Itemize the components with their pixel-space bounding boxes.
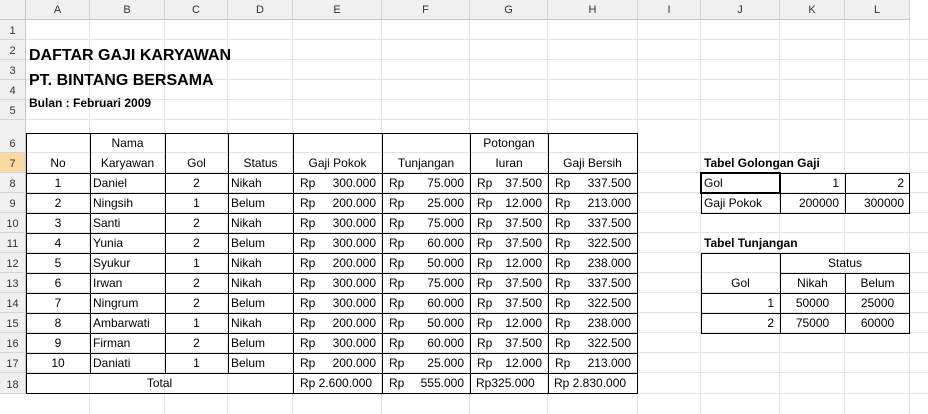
employee-bersih[interactable]: 322.500 [587,296,631,310]
currency-symbol: Rp [300,356,316,370]
column-header-D[interactable]: D [228,0,293,20]
currency-symbol: Rp [300,236,316,250]
employee-name[interactable]: Daniati [93,356,131,370]
currency-symbol: Rp [555,316,571,330]
column-header-C[interactable]: C [165,0,228,20]
row-header-17[interactable]: 17 [0,353,26,373]
employee-status[interactable]: Belum [231,356,266,370]
tunjangan-belum[interactable]: 60000 [860,316,895,330]
gridline [26,119,928,120]
row-header-12[interactable]: 12 [0,253,26,273]
row-header-16[interactable]: 16 [0,333,26,353]
employee-tunj[interactable]: 60.000 [427,296,464,310]
currency-symbol: Rp [389,216,405,230]
employee-gol[interactable]: 2 [193,216,200,230]
employee-no[interactable]: 2 [54,196,62,210]
employee-gaji[interactable]: 300.000 [332,176,376,190]
employee-name[interactable]: Santi [93,216,121,230]
employee-name[interactable]: Irwan [93,276,123,290]
employee-name[interactable]: Ningsih [93,196,134,210]
golongan-table-title: Tabel Golongan Gaji [704,156,820,170]
employee-iuran[interactable]: 12.000 [505,256,542,270]
report-period: Bulan : Februari 2009 [29,96,152,110]
employee-status[interactable]: Belum [231,196,266,210]
gridline [26,99,928,100]
employee-no[interactable]: 9 [54,336,62,350]
header-no: No [50,156,66,170]
row-header-9[interactable]: 9 [0,193,26,213]
row-header-13[interactable]: 13 [0,273,26,293]
employee-iuran[interactable]: 12.000 [505,356,542,370]
employee-gaji[interactable]: 200.000 [332,356,376,370]
employee-iuran[interactable]: 37.500 [505,276,542,290]
tunjangan-gol[interactable]: 1 [767,296,774,310]
golongan-label-gaji: Gaji Pokok [704,196,763,210]
currency-symbol: Rp [477,176,493,190]
currency-symbol: Rp [477,196,493,210]
currency-symbol: Rp [389,276,405,290]
tunjangan-belum-header: Belum [860,276,895,290]
employee-status[interactable]: Nikah [231,176,262,190]
company-name: PT. BINTANG BERSAMA [29,72,214,89]
employee-gaji[interactable]: 300.000 [332,336,376,350]
employee-tunj[interactable]: 50.000 [427,316,464,330]
gridline [26,39,928,40]
employee-status[interactable]: Belum [231,296,266,310]
header-nama-line1: Nama [111,136,144,150]
row-header-7[interactable]: 7 [0,153,26,173]
currency-symbol: Rp [389,196,405,210]
header-status: Status [243,156,278,170]
currency-symbol: Rp [389,176,405,190]
golongan-gaji-1[interactable]: 200000 [798,196,839,210]
employee-status[interactable]: Nikah [231,216,262,230]
column-header-I[interactable]: I [638,0,701,20]
employee-status[interactable]: Belum [231,236,266,250]
column-header-K[interactable]: K [780,0,845,20]
employee-iuran[interactable]: 37.500 [505,336,542,350]
currency-symbol: Rp [300,276,316,290]
column-header-L[interactable]: L [845,0,910,20]
column-header-B[interactable]: B [90,0,165,20]
employee-status[interactable]: Nikah [231,276,262,290]
currency-symbol: Rp [477,256,493,270]
currency-symbol: Rp [477,276,493,290]
total-label: Total [146,376,173,390]
employee-status[interactable]: Belum [231,336,266,350]
employee-no[interactable]: 4 [54,236,62,250]
row-header-8[interactable]: 8 [0,173,26,193]
tunjangan-nikah[interactable]: 50000 [795,296,830,310]
currency-symbol: Rp [300,296,316,310]
employee-no[interactable]: 7 [54,296,62,310]
employee-status[interactable]: Nikah [231,256,262,270]
employee-bersih[interactable]: 238.000 [587,256,631,270]
currency-symbol: Rp [389,336,405,350]
table-border [701,333,910,334]
row-header-5[interactable]: 5 [0,100,26,120]
employee-no[interactable]: 6 [54,276,62,290]
currency-symbol: Rp [555,216,571,230]
currency-symbol: Rp [555,196,571,210]
currency-symbol: Rp [477,296,493,310]
currency-symbol: Rp [477,236,493,250]
employee-name[interactable]: Yunia [93,236,124,250]
column-header-J[interactable]: J [701,0,780,20]
row-header-10[interactable]: 10 [0,213,26,233]
currency-symbol: Rp [300,216,316,230]
row-header-1[interactable]: 1 [0,20,26,40]
total-gaji-pokok[interactable]: Rp 2.600.000 [300,376,373,390]
tunjangan-belum[interactable]: 25000 [860,296,895,310]
employee-gol[interactable]: 2 [193,276,200,290]
employee-tunj[interactable]: 60.000 [427,236,464,250]
row-header-3[interactable]: 3 [0,60,26,80]
currency-symbol: Rp [389,376,405,390]
employee-bersih[interactable]: 337.500 [587,176,631,190]
total-iuran[interactable]: Rp325.000 [476,376,535,390]
employee-tunj[interactable]: 25.000 [427,356,464,370]
employee-bersih[interactable]: 337.500 [587,276,631,290]
employee-name[interactable]: Syukur [93,256,131,270]
column-header-E[interactable]: E [293,0,382,20]
tunjangan-nikah[interactable]: 75000 [795,316,830,330]
header-gol: Gol [187,156,206,170]
employee-no[interactable]: 1 [54,176,62,190]
currency-symbol: Rp [477,356,493,370]
row-header-14[interactable]: 14 [0,293,26,313]
employee-tunj[interactable]: 50.000 [427,256,464,270]
employee-iuran[interactable]: 37.500 [505,216,542,230]
currency-symbol: Rp [555,296,571,310]
currency-symbol: Rp [389,356,405,370]
tunjangan-table-title: Tabel Tunjangan [704,236,798,250]
employee-gol[interactable]: 1 [193,196,200,210]
employee-gol[interactable]: 1 [193,316,200,330]
currency-symbol: Rp [300,176,316,190]
row-header-2[interactable]: 2 [0,40,26,60]
currency-symbol: Rp [300,336,316,350]
employee-bersih[interactable]: 213.000 [587,196,631,210]
tunjangan-gol[interactable]: 2 [767,316,774,330]
golongan-gol-2[interactable]: 2 [897,176,904,190]
currency-symbol: Rp [555,176,571,190]
employee-gaji[interactable]: 200.000 [332,196,376,210]
header-gaji-bersih: Gaji Bersih [563,156,622,170]
row-header-11[interactable]: 11 [0,233,26,253]
employee-name[interactable]: Firman [93,336,131,350]
employee-gaji[interactable]: 200.000 [332,256,376,270]
table-border [26,393,638,394]
employee-gaji[interactable]: 300.000 [332,276,376,290]
table-border [701,213,910,214]
employee-gaji[interactable]: 300.000 [332,236,376,250]
employee-name[interactable]: Daniel [93,176,128,190]
employee-gol[interactable]: 2 [193,176,200,190]
column-header-A[interactable]: A [26,0,90,20]
header-potongan-line1: Potongan [483,136,535,150]
employee-bersih[interactable]: 337.500 [587,216,631,230]
column-header-H[interactable]: H [548,0,638,20]
currency-symbol: Rp [555,236,571,250]
employee-tunj[interactable]: 60.000 [427,336,464,350]
employee-gol[interactable]: 1 [193,256,200,270]
employee-name[interactable]: Ambarwati [93,316,150,330]
employee-gol[interactable]: 1 [193,356,200,370]
row-header-15[interactable]: 15 [0,313,26,333]
employee-gaji[interactable]: 300.000 [332,296,376,310]
employee-iuran[interactable]: 37.500 [505,296,542,310]
selected-cell[interactable] [700,172,781,194]
employee-no[interactable]: 8 [54,316,62,330]
employee-gaji[interactable]: 200.000 [332,316,376,330]
employee-bersih[interactable]: 322.500 [587,336,631,350]
employee-iuran[interactable]: 37.500 [505,176,542,190]
employee-gol[interactable]: 2 [193,236,200,250]
currency-symbol: Rp [389,296,405,310]
employee-name[interactable]: Ningrum [93,296,139,310]
employee-iuran[interactable]: 12.000 [505,316,542,330]
header-potongan-line2: Iuran [495,156,523,170]
employee-tunj[interactable]: 75.000 [427,276,464,290]
employee-gaji[interactable]: 300.000 [332,216,376,230]
row-header-18[interactable]: 18 [0,373,26,394]
employee-bersih[interactable]: 213.000 [587,356,631,370]
employee-iuran[interactable]: 12.000 [505,196,542,210]
employee-tunj[interactable]: 75.000 [427,176,464,190]
currency-symbol: Rp [300,196,316,210]
row-header-6[interactable]: 6 [0,120,26,153]
currency-symbol: Rp [300,316,316,330]
currency-symbol: Rp [300,256,316,270]
report-title: DAFTAR GAJI KARYAWAN [29,47,232,64]
total-tunjangan[interactable]: 555.000 [420,376,464,390]
header-tunjangan: Tunjangan [397,156,455,170]
select-all-corner[interactable] [0,0,26,20]
golongan-label-gol: Gol [704,176,723,190]
currency-symbol: Rp [555,256,571,270]
tunjangan-status-header: Status [827,256,863,270]
table-border [637,133,638,394]
employee-no[interactable]: 3 [54,216,62,230]
employee-no[interactable]: 5 [54,256,62,270]
currency-symbol: Rp [477,316,493,330]
employee-bersih[interactable]: 322.500 [587,236,631,250]
total-gaji-bersih[interactable]: Rp 2.830.000 [554,376,627,390]
tunjangan-nikah-header: Nikah [797,276,828,290]
employee-tunj[interactable]: 25.000 [427,196,464,210]
currency-symbol: Rp [389,256,405,270]
employee-bersih[interactable]: 238.000 [587,316,631,330]
currency-symbol: Rp [389,316,405,330]
employee-gol[interactable]: 2 [193,296,200,310]
employee-no[interactable]: 10 [51,356,65,370]
employee-gol[interactable]: 2 [193,336,200,350]
column-header-F[interactable]: F [382,0,470,20]
currency-symbol: Rp [389,236,405,250]
currency-symbol: Rp [555,356,571,370]
currency-symbol: Rp [555,336,571,350]
employee-status[interactable]: Nikah [231,316,262,330]
employee-tunj[interactable]: 75.000 [427,216,464,230]
currency-symbol: Rp [555,276,571,290]
golongan-gol-1[interactable]: 1 [832,176,839,190]
column-header-G[interactable]: G [470,0,548,20]
golongan-gaji-2[interactable]: 300000 [863,196,904,210]
tunjangan-gol-header: Gol [731,276,750,290]
header-nama-line2: Karyawan [100,156,155,170]
currency-symbol: Rp [477,336,493,350]
currency-symbol: Rp [477,216,493,230]
employee-iuran[interactable]: 37.500 [505,236,542,250]
row-header-4[interactable]: 4 [0,80,26,100]
header-gaji-pokok: Gaji Pokok [308,156,367,170]
